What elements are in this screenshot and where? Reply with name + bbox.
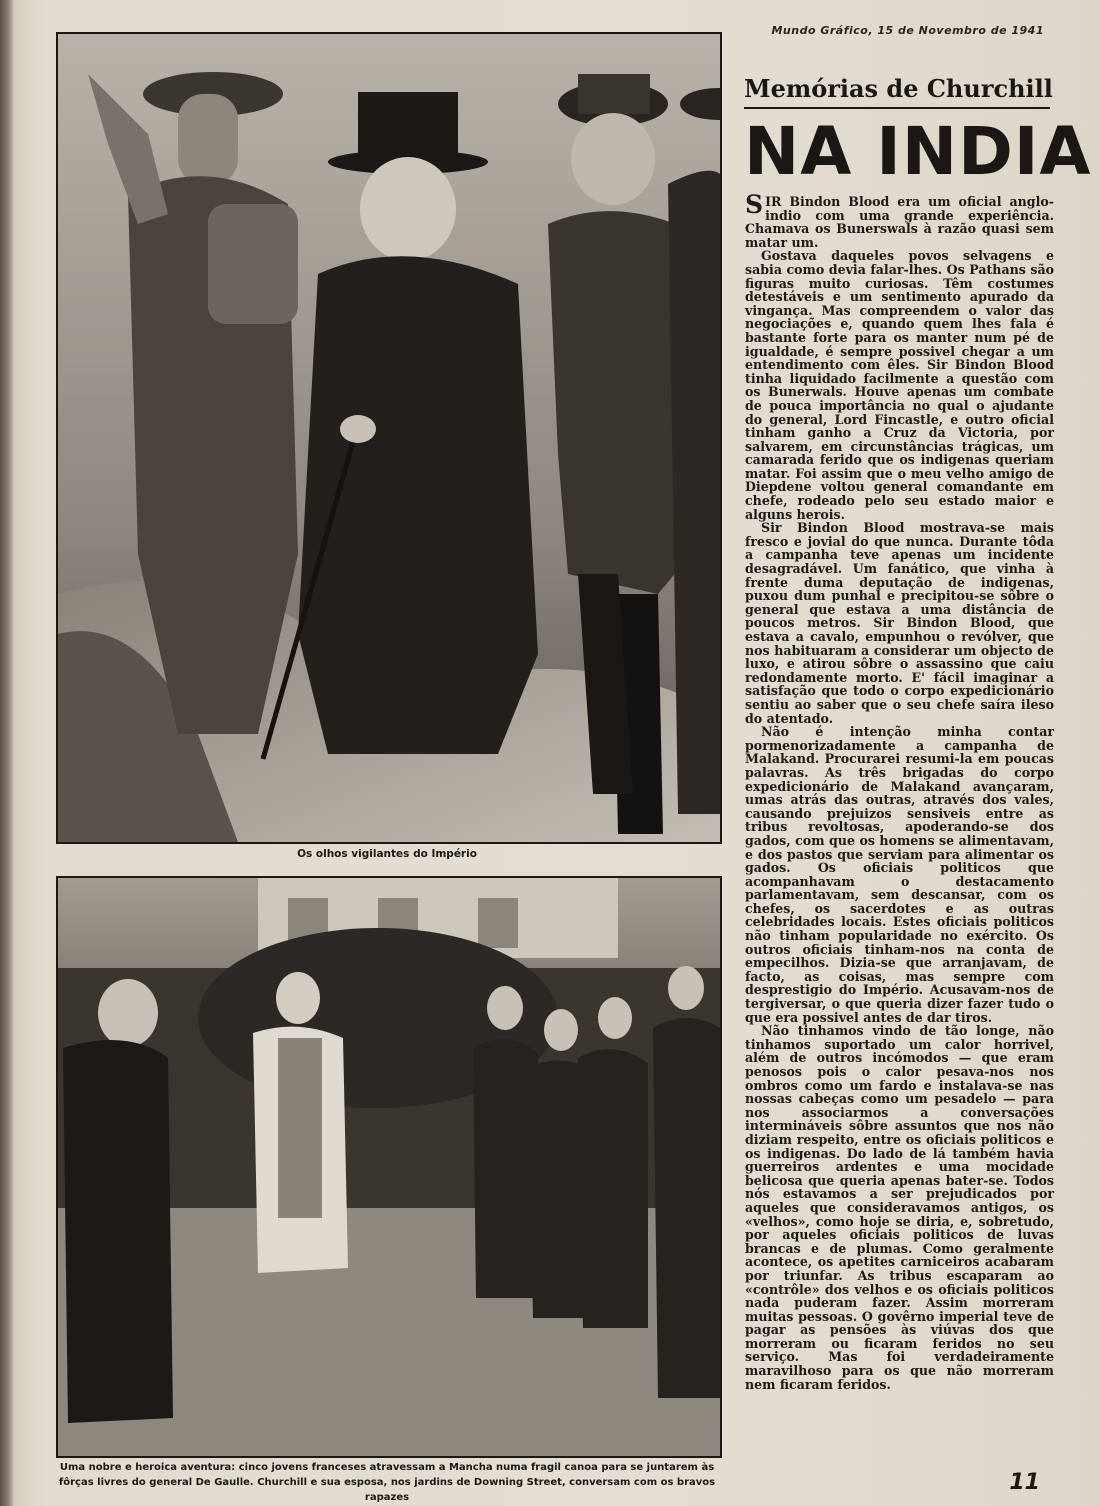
article-paragraph <box>745 190 1054 250</box>
photo-churchill-soldiers <box>56 32 722 844</box>
article-paragraph: Não é intenção minha contar pormenorizadamente a campanha de Malakand. Procurarei resumi-la em poucas palavras. As três brigadas do corpo expedicionário de Malakand avançaram, umas atrás das outras, através dos vales, causando prejuizos sensiveis entre as tribus revoltosas, apoderando-se dos gados, com que os homens se alimentavam, e dos pastos que serviam para alimentar os gados. Os oficiais politicos que acompanhavam o destacamento parlamentavam, sem descansar, com os chefes, os sacerdotes e as outras celebridades locais. Estes oficiais politicos não tinham popularidade no exército. Os outros oficiais tinham-nos na conta de empecilhos. Dizia-se que arranjavam, de facto, as coisas, mas sempre com desprestigio do Império. Acusavam-nos de tergiversar, o que queria dizer fazer tudo o que era possivel antes de dar tiros. <box>745 724 1054 1025</box>
article-kicker: Memórias de Churchill <box>744 74 1050 109</box>
drop-cap: S <box>745 190 764 219</box>
article-paragraph: Gostava daqueles povos selvagens e sabia como devia falar-lhes. Os Pathans são figuras muito curiosas. Têm costumes detestáveis e um sentimento apurado da vingança. Mas compreendem o valor das negociações e, quando quem lhes fala é bastante forte para os manter num pé de igualdade, é sempre possivel chegar a um entendimento com êles. Sir Bindon Blood tinha liquidado facilmente a questão com os Bunerwals. Houve apenas um combate de pouca importância no qual o ajudante do general, Lord Fincastle, e outro oficial tinham ganho a Cruz da Victoria, por salvarem, em circunstâncias trágicas, um camarada ferido que os indigenas queriam matar. Foi assim que o meu velho amigo de Diepdene voltou general comandante em chefe, rodeado pelo seu estado maior e alguns herois. <box>745 248 1054 522</box>
page-binding <box>0 0 14 1506</box>
photo-illustration-bottom <box>58 878 720 1456</box>
article-paragraph: Sir Bindon Blood mostrava-se mais fresco e jovial do que nunca. Durante tôda a campanha teve apenas um incidente desagradável. Um fanático, que vinha à frente duma deputação de indigenas, puxou dum punhal e precipitou-se sôbre o general que estava a uma distância de poucos metros. Sir Bindon Blood, que estava a cavalo, empunhou o revólver, que nos habituaram a considerar um objecto de luxo, e atirou sôbre o assassino que caiu redondamente morto. E' fácil imaginar a satisfação que todo o corpo expedicionário sentiu ao saber que o seu chefe saíra ileso do atentado. <box>745 520 1054 726</box>
dateline: Mundo Gráfico, 15 de Novembro de 1941 <box>771 24 1044 37</box>
article-headline: NA INDIA <box>744 113 1092 190</box>
article-paragraph: Não tinhamos vindo de tão longe, não tinhamos suportado um calor horrivel, além de outros incómodos — que eram penosos pois o calor pesava-nos nos ombros como um fardo e instalava-se nas nossas cabeças como um pesadelo — para nos associarmos a conversações intermináveis sôbre assuntos que nos não diziam respeito, entre os oficiais politicos e os indigenas. Do lado de lá também havia guerreiros ardentes e uma mocidade belicosa que queria apenas bater-se. Todos nós estavamos a ser prejudicados por aqueles que consideravamos antigos, os «velhos», como hoje se diria, e, sobretudo, por aqueles oficiais politicos de luvas brancas e de plumas. Como geralmente acontece, os apetites carniceiros acabaram por triunfar. As tribus escaparam ao «contrôle» dos velhos e os oficiais politicos nada puderam fazer. Assim morreram muitas pessoas. O govêrno imperial teve de pagar as pensões às viúvas dos que morreram ou ficaram feridos no seu serviço. Mas foi verdadeiramente maravilhoso para os que não morreram nem ficaram feridos. <box>745 1023 1054 1392</box>
page-number: 11 <box>1009 1470 1040 1495</box>
first-paragraph-text: IR Bindon Blood era um oficial anglo-indio com uma grande experiência. Chamava os Bunerswals à razão quasi sem matar um. <box>745 194 1054 250</box>
caption-bottom-photo: Uma nobre e heroica aventura: cinco jovens franceses atravessam a Mancha numa fragil canoa para se juntarem às fôrças livres do general De Gaulle. Churchill e sua esposa, nos jardins de Downing Street, conversam com os bravos rapazes <box>58 1462 716 1503</box>
photo-illustration-top <box>58 34 720 842</box>
photo-downing-street-garden <box>56 876 722 1458</box>
caption-top-photo: Os olhos vigilantes do Império <box>297 848 477 860</box>
article-body <box>745 190 1054 1392</box>
